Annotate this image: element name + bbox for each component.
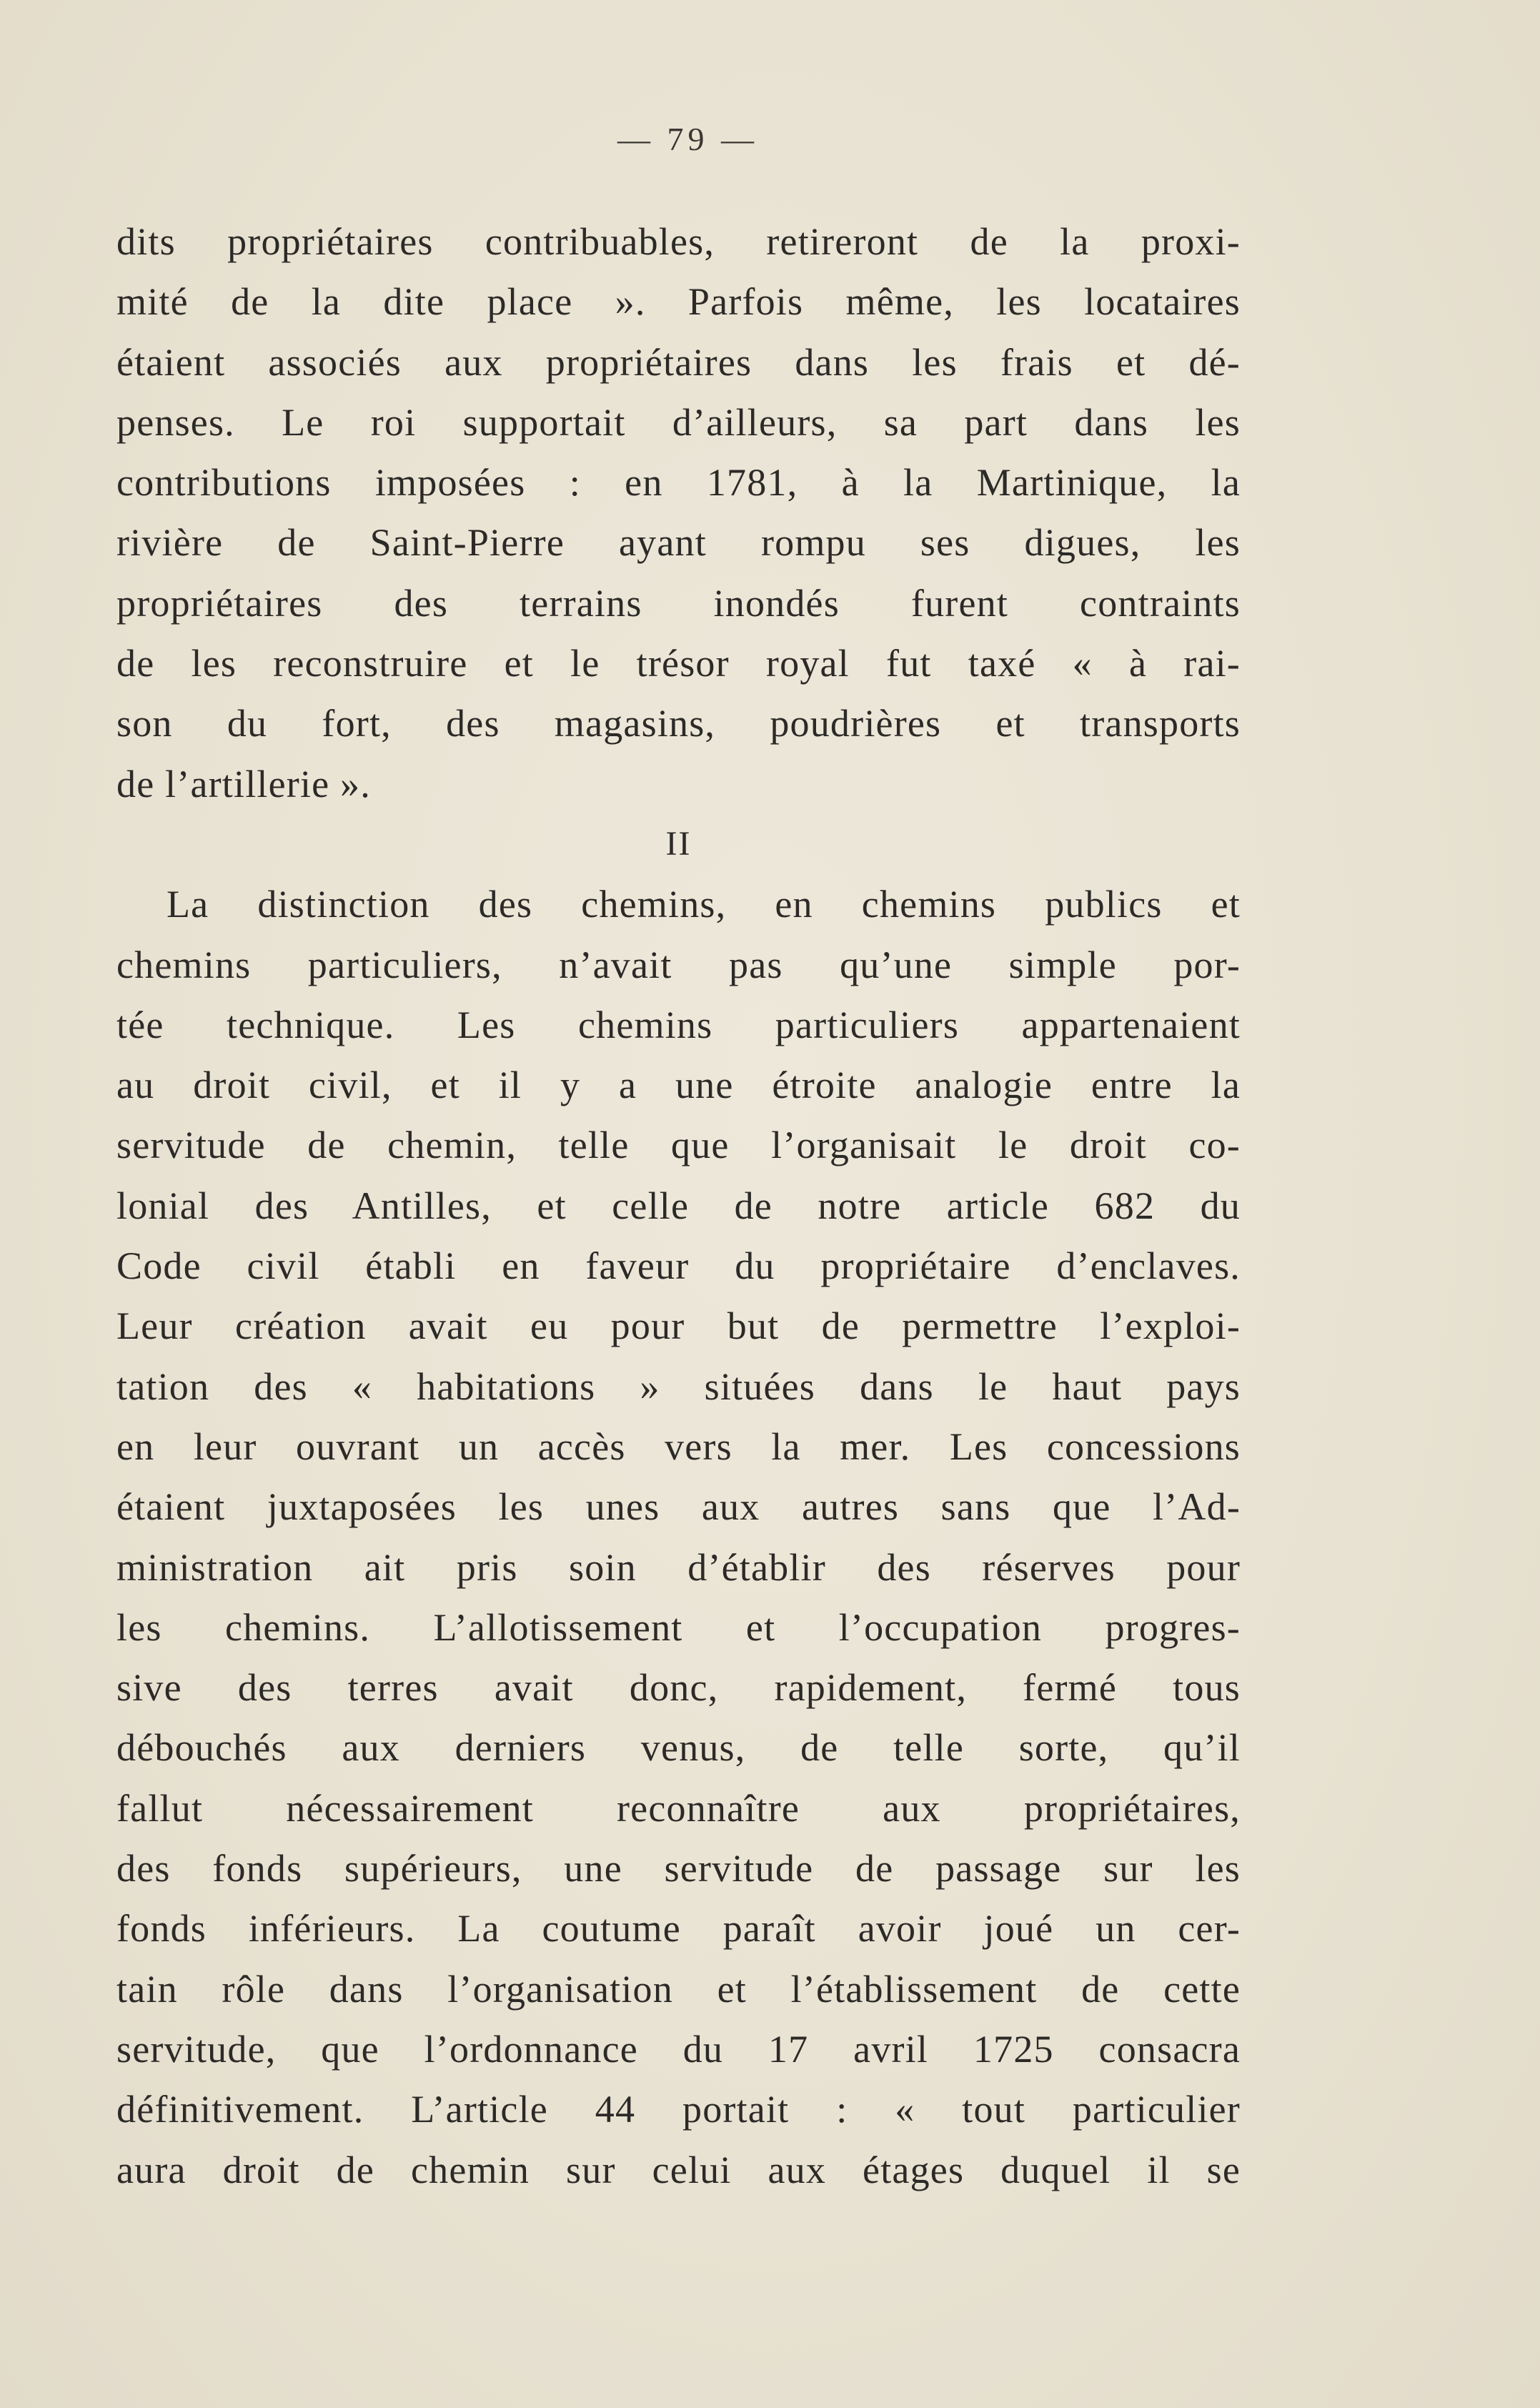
paragraph-1 (116, 212, 1241, 814)
text-line: tain rôle dans l’organisation et l’établissement de cette (116, 1967, 1241, 2011)
text-line: chemins particuliers, n’avait pas qu’une simple por- (116, 943, 1241, 986)
text-line: servitude de chemin, telle que l’organisait le droit co- (116, 1124, 1241, 1167)
text-line: propriétaires des terrains inondés furent contraints (116, 581, 1241, 625)
text-line: en leur ouvrant un accès vers la mer. Les concessions (116, 1425, 1241, 1468)
text-line: de les reconstruire et le trésor royal fut taxé « à rai- (116, 642, 1241, 685)
text-line: étaient juxtaposées les unes aux autres sans que l’Ad- (116, 1485, 1241, 1529)
text-line: tation des « habitations » situées dans le haut pays (116, 1364, 1241, 1408)
text-line: Leur création avait eu pour but de permettre l’exploi- (116, 1304, 1241, 1348)
text-line: tée technique. Les chemins particuliers appartenaient (116, 1003, 1241, 1046)
text-body (116, 212, 1241, 2200)
text-line: aura droit de chemin sur celui aux étages duquel il se (116, 2148, 1241, 2191)
text-line: débouchés aux derniers venus, de telle sorte, qu’il (116, 1726, 1241, 1770)
text-line: rivière de Saint-Pierre ayant rompu ses digues, les (116, 521, 1241, 565)
text-line: servitude, que l’ordonnance du 17 avril 1725 consacra (116, 2027, 1241, 2071)
paragraph-2 (116, 874, 1241, 2200)
text-line: sive des terres avait donc, rapidement, fermé tous (116, 1666, 1241, 1710)
text-line: étaient associés aux propriétaires dans les frais et dé- (116, 340, 1241, 384)
section-heading: II (665, 824, 692, 863)
text-line: les chemins. L’allotissement et l’occupation progres- (116, 1605, 1241, 1649)
text-line: dits propriétaires contribuables, retireront de la proxi- (116, 220, 1241, 263)
text-line: fallut nécessairement reconnaître aux propriétaires, (116, 1786, 1241, 1830)
text-line: des fonds supérieurs, une servitude de passage sur les (116, 1847, 1241, 1891)
text-line: ministration ait pris soin d’établir des réserves pour (116, 1545, 1241, 1589)
page-number: — 79 — (617, 121, 758, 157)
text-line: son du fort, des magasins, poudrières et transports (116, 702, 1241, 745)
text-line: penses. Le roi supportait d’ailleurs, sa part dans les (116, 400, 1241, 444)
text-line: mité de la dite place ». Parfois même, les locataires (116, 280, 1241, 324)
text-line: contributions imposées : en 1781, à la Martinique, la (116, 461, 1241, 505)
text-line: définitivement. L’article 44 portait : « tout particulier (116, 2088, 1241, 2131)
text-line: fonds inférieurs. La coutume paraît avoir joué un cer- (116, 1907, 1241, 1951)
text-line: lonial des Antilles, et celle de notre article 682 du (116, 1184, 1241, 1227)
text-line: de l’artillerie ». (116, 762, 371, 806)
text-line: au droit civil, et il y a une étroite analogie entre la (116, 1064, 1241, 1107)
text-line: Code civil établi en faveur du propriétaire d’enclaves. (116, 1244, 1241, 1288)
text-line: La distinction des chemins, en chemins publics et (167, 883, 1241, 926)
